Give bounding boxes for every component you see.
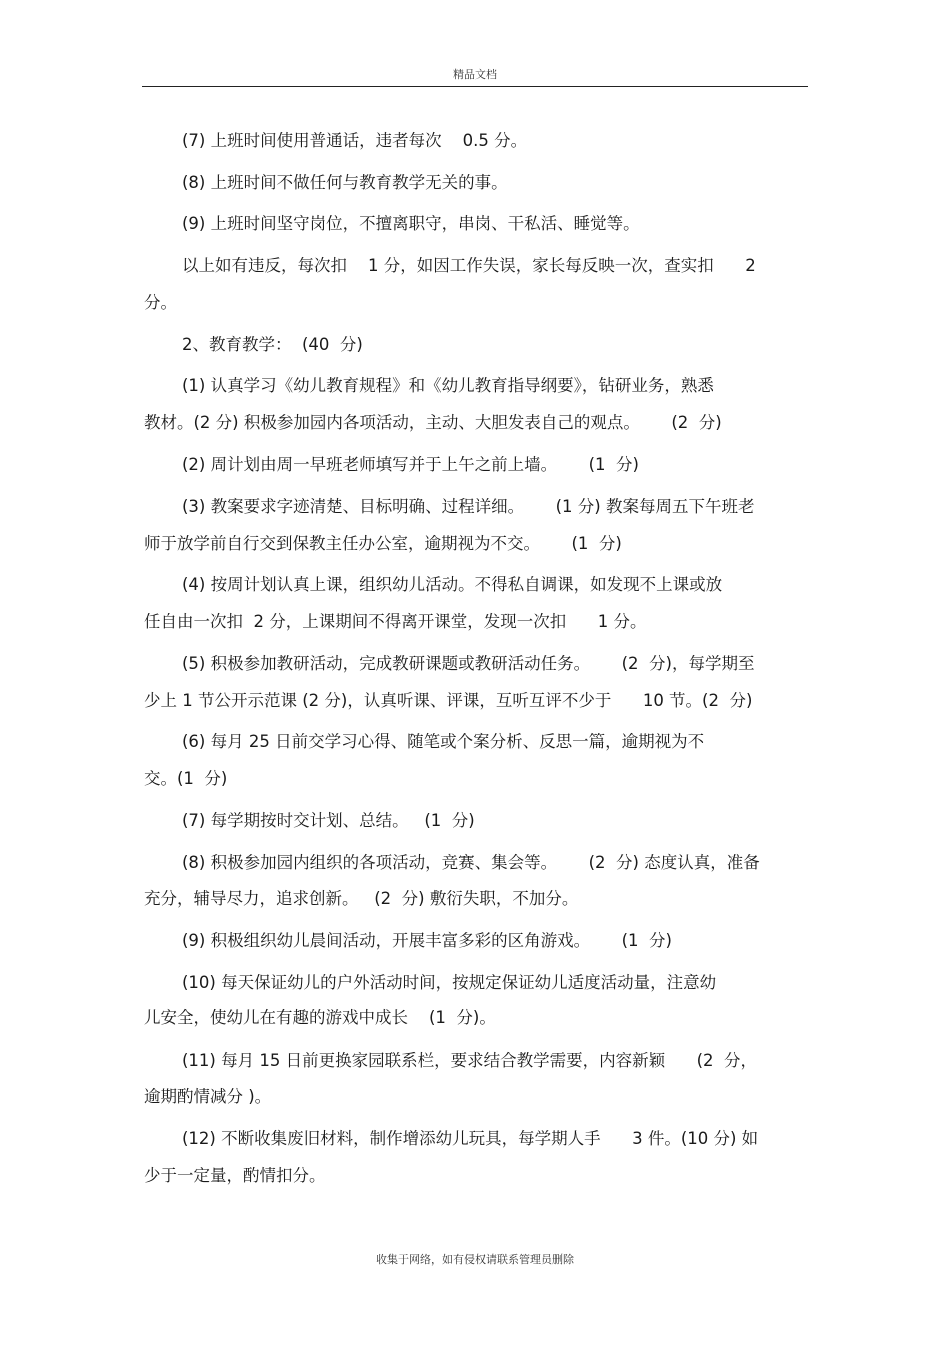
text-line: 交。(1 分)	[144, 769, 228, 788]
section-heading: 2、教育教学： (40 分)	[182, 335, 363, 354]
page-footer: 收集于网络，如有侵权请联系管理员删除	[376, 1253, 574, 1266]
text-line: 分。	[144, 293, 177, 312]
text-line: 教材。(2 分) 积极参加园内各项活动，主动、大胆发表自己的观点。 (2 分)	[144, 413, 722, 432]
text-line: (2) 周计划由周一早班老师填写并于上午之前上墙。 (1 分)	[182, 455, 639, 474]
text-line: (9) 积极组织幼儿晨间活动，开展丰富多彩的区角游戏。 (1 分)	[182, 931, 672, 950]
text-line: (8) 上班时间不做任何与教育教学无关的事。	[182, 173, 508, 192]
text-line: 逾期酌情减分 )。	[144, 1087, 272, 1106]
text-line: (1) 认真学习《幼儿教育规程》和《幼儿教育指导纲要》，钻研业务，熟悉	[182, 376, 714, 395]
text-line: (9) 上班时间坚守岗位，不擅离职守，串岗、干私活、睡觉等。	[182, 214, 640, 233]
text-line: (7) 上班时间使用普通话，违者每次 0.5 分。	[182, 131, 528, 150]
text-line: (7) 每学期按时交计划、总结。 (1 分)	[182, 811, 475, 830]
text-line: (12) 不断收集废旧材料，制作增添幼儿玩具，每学期人手 3 件。(10 分) 如	[182, 1129, 759, 1148]
text-line: (3) 教案要求字迹清楚、目标明确、过程详细。 (1 分) 教案每周五下午班老	[182, 497, 755, 516]
text-line: (5) 积极参加教研活动，完成教研课题或教研活动任务。 (2 分)，每学期至	[182, 654, 755, 673]
text-line: 少上 1 节公开示范课 (2 分)，认真听课、评课，互听互评不少于 10 节。(2 分)	[144, 691, 753, 710]
text-line: (11) 每月 15 日前更换家园联系栏，要求结合教学需要，内容新颖 (2 分，	[182, 1051, 757, 1070]
text-line: (8) 积极参加园内组织的各项活动，竞赛、集会等。 (2 分) 态度认真，准备	[182, 853, 760, 872]
text-line: (6) 每月 25 日前交学习心得、随笔或个案分析、反思一篇，逾期视为不	[182, 732, 705, 751]
text-line: 儿安全，使幼儿在有趣的游戏中成长 (1 分)。	[144, 1008, 496, 1027]
text-line: 少于一定量，酌情扣分。	[144, 1166, 326, 1185]
text-line: 任自由一次扣 2 分，上课期间不得离开课堂，发现一次扣 1 分。	[144, 612, 647, 631]
text-line: 师于放学前自行交到保教主任办公室，逾期视为不交。 (1 分)	[144, 534, 622, 553]
text-line: 充分，辅导尽力，追求创新。 (2 分) 敷衍失职，不加分。	[144, 889, 579, 908]
text-line: (10) 每天保证幼儿的户外活动时间，按规定保证幼儿适度活动量，注意幼	[182, 973, 717, 992]
page-header: 精品文档	[453, 68, 497, 81]
text-line: 以上如有违反，每次扣 1 分，如因工作失误，家长每反映一次，查实扣 2	[182, 256, 756, 275]
text-line: (4) 按周计划认真上课，组织幼儿活动。不得私自调课，如发现不上课或放	[182, 575, 723, 594]
header-divider	[142, 86, 808, 87]
